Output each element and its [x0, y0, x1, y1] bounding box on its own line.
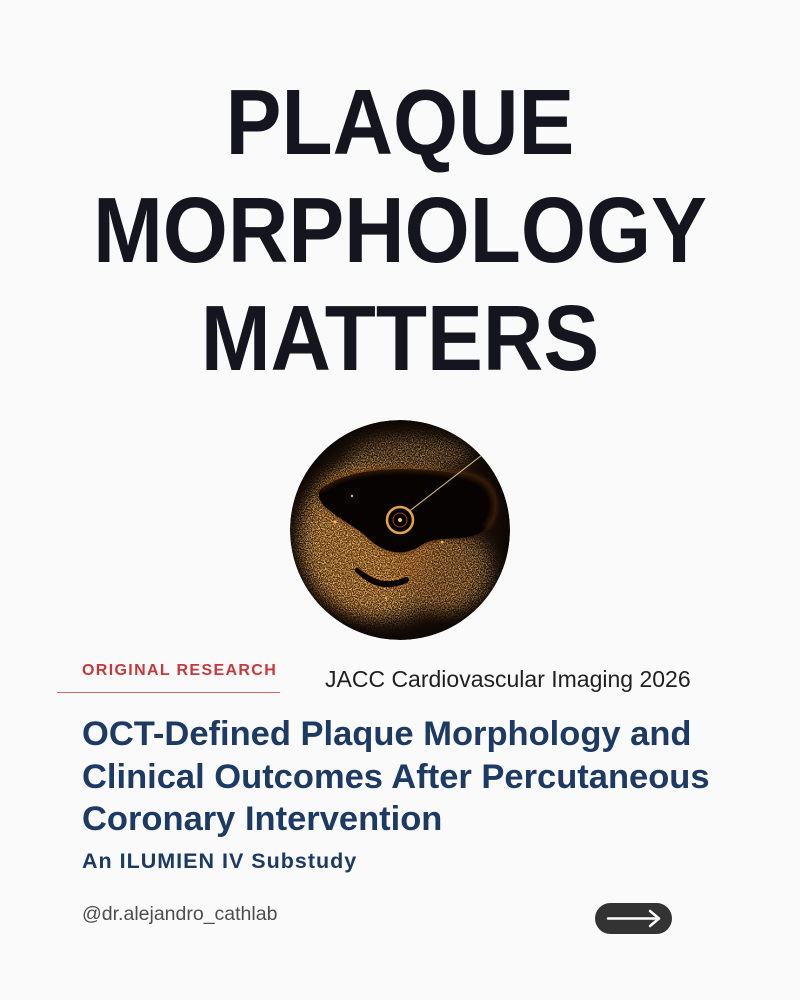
category-divider [57, 692, 280, 693]
article-title-line-2: Clinical Outcomes After Percutaneous [82, 758, 710, 796]
next-slide-button[interactable] [595, 903, 672, 934]
article-subtitle: An ILUMIEN IV Substudy [82, 849, 358, 873]
journal-citation: JACC Cardiovascular Imaging 2026 [325, 666, 691, 692]
headline-line-3: MATTERS [200, 286, 600, 390]
headline-line-1: PLAQUE [225, 70, 575, 174]
article-category: ORIGINAL RESEARCH [82, 662, 278, 679]
author-handle: @dr.alejandro_cathlab [82, 903, 278, 925]
arrow-right-icon [595, 903, 672, 934]
oct-image [290, 420, 510, 640]
article-title-line-1: OCT-Defined Plaque Morphology and [82, 715, 692, 753]
article-title-line-3: Coronary Intervention [82, 800, 443, 838]
catheter-ring [387, 507, 413, 533]
headline-line-2: MORPHOLOGY [93, 178, 707, 282]
